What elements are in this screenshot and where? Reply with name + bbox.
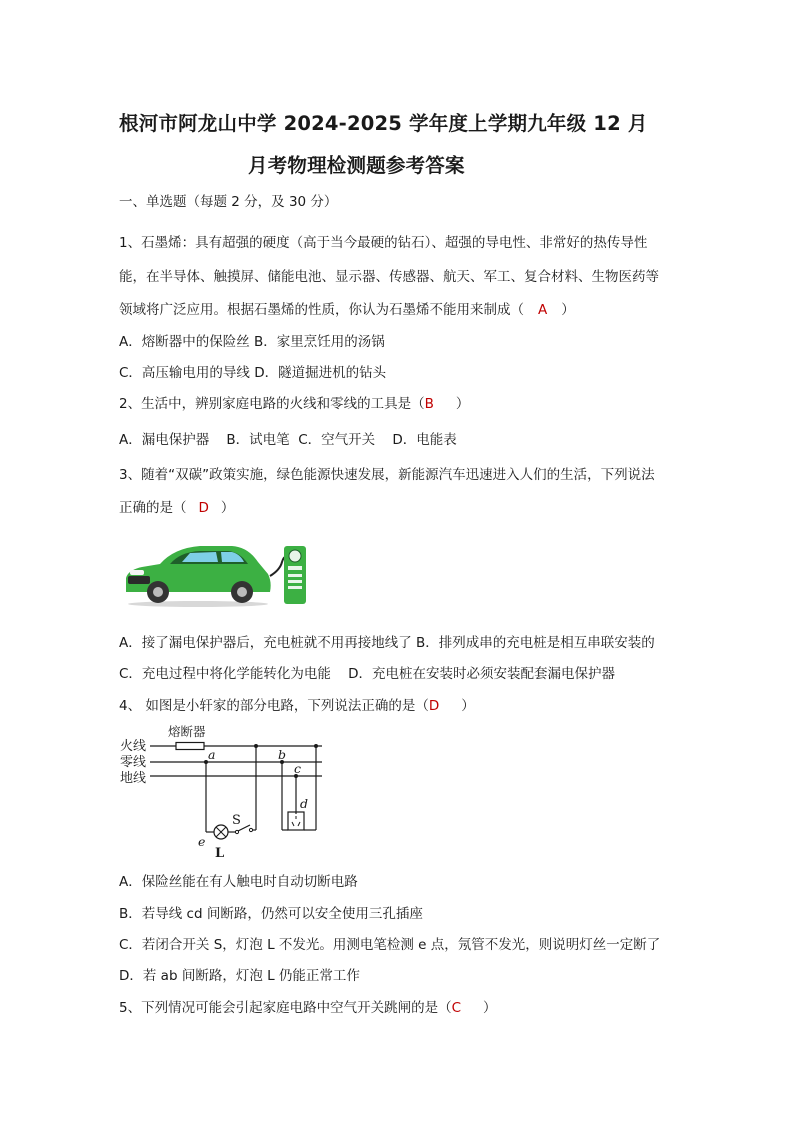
- q1-stem-line-3: [119, 301, 575, 319]
- q5-stem: [119, 999, 497, 1017]
- earth-wire-label: 地线: [120, 771, 147, 786]
- q1-close-paren: ）: [561, 302, 575, 318]
- q3-options-cd: C．充电过程中将化学能转化为电能 D．充电桩在安装时必须安装配套漏电保护器: [119, 666, 615, 682]
- q2-stem-text: 2、生活中，辨别家庭电路的火线和零线的工具是（: [119, 396, 425, 412]
- q3-stem-text: 正确的是（: [119, 500, 187, 516]
- q1-stem-text: 领域将广泛应用。根据石墨烯的性质，你认为石墨烯不能用来制成（: [119, 302, 524, 318]
- q4-option-d: D．若 ab 间断路，灯泡 L 仍能正常工作: [119, 968, 360, 984]
- q5-answer: C: [451, 1000, 462, 1016]
- q4-close-paren: ）: [461, 698, 475, 714]
- fuse-label: 熔断器: [168, 724, 206, 739]
- q2-close-paren: ）: [455, 396, 470, 412]
- q3-answer: D: [198, 500, 209, 516]
- live-wire-label: 火线: [120, 739, 147, 754]
- q3-close-paren: ）: [220, 500, 235, 516]
- q2-answer: B: [424, 396, 434, 412]
- q2-stem: [119, 395, 469, 413]
- point-c-label: c: [294, 761, 302, 776]
- q2-options: A．漏电保护器 B．试电笔 C．空气开关 D．电能表: [119, 432, 457, 448]
- title-line-1: 根河市阿龙山中学 2024-2025 学年度上学期九年级 12 月: [119, 112, 648, 135]
- neutral-wire-label: 零线: [120, 755, 147, 770]
- q3-options-ab: A．接了漏电保护器后，充电桩就不用再接地线了 B．排列成串的充电桩是相互串联安装的: [119, 635, 655, 651]
- title-line-2: 月考物理检测题参考答案: [248, 154, 465, 177]
- q1-stem-line-1: 1、石墨烯：具有超强的硬度（高于当今最硬的钻石）、超强的导电性、非常好的热传导性: [119, 235, 648, 251]
- point-e-label: e: [198, 834, 206, 849]
- q5-stem-text: 5、下列情况可能会引起家庭电路中空气开关跳闸的是（: [119, 1000, 452, 1016]
- q4-option-b: B．若导线 cd 间断路，仍然可以安全使用三孔插座: [119, 906, 423, 922]
- electric-car-icon: [120, 540, 310, 608]
- q3-stem-line-2: [119, 499, 234, 517]
- circuit-diagram: [118, 722, 328, 862]
- q5-close-paren: ）: [483, 1000, 497, 1016]
- q4-answer: D: [428, 698, 440, 714]
- fuse-symbol: [176, 743, 204, 750]
- point-d-label: d: [300, 796, 309, 811]
- point-a-label: a: [208, 747, 216, 762]
- q1-answer: A: [538, 302, 548, 318]
- lamp-l-label: L: [215, 846, 225, 861]
- socket-symbol: [288, 812, 304, 830]
- q4-option-c: C．若闭合开关 S，灯泡 L 不发光。用测电笔检测 e 点，氖管不发光，则说明灯丝一定断了: [119, 937, 661, 953]
- q1-stem-line-2: 能，在半导体、触摸屏、储能电池、显示器、传感器、航天、军工、复合材料、生物医药等: [119, 269, 659, 285]
- q4-stem: [119, 697, 475, 715]
- q1-options-ab: A．熔断器中的保险丝 B．家里烹饪用的汤锅: [119, 334, 385, 350]
- q4-option-a: A．保险丝能在有人触电时自动切断电路: [119, 874, 358, 890]
- q3-stem-line-1: 3、随着“双碳”政策实施，绿色能源快速发展，新能源汽车迅速进入人们的生活，下列说法: [119, 467, 655, 483]
- switch-s-label: S: [232, 813, 241, 828]
- q4-stem-text: 4、 如图是小轩家的部分电路，下列说法正确的是（: [119, 698, 429, 714]
- section-heading: 一、单选题（每题 2 分，及 30 分）: [119, 194, 338, 210]
- q1-options-cd: C．高压输电用的导线 D．隧道掘进机的钻头: [119, 365, 387, 381]
- point-b-label: b: [278, 747, 287, 762]
